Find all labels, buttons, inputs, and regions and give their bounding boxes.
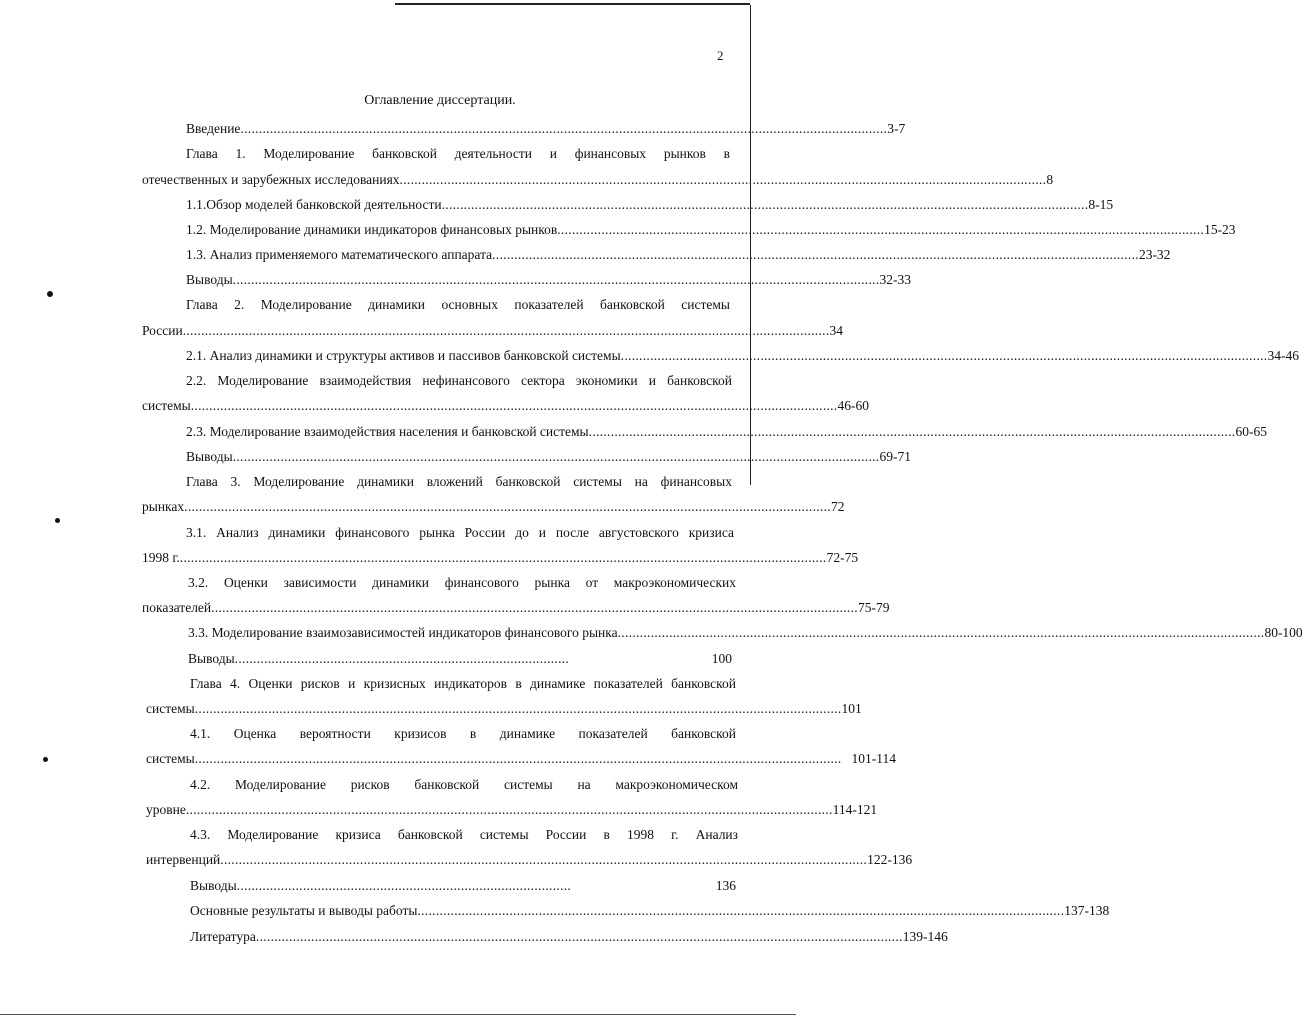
toc-entry: Выводы ................................................................................................................................................................................ 69-71 <box>186 449 911 464</box>
toc-entry: Введение ................................................................................................................................................................................ 3-7 <box>186 121 906 136</box>
toc-entry: Выводы ........................................................................................... 136 <box>190 878 736 893</box>
scan-speck <box>47 291 53 297</box>
toc-entry: 1.2. Моделирование динамики индикаторов финансовых рынков ................................................................................................................................................................................ 15-23 <box>186 222 1236 237</box>
scan-speck <box>43 757 48 762</box>
page-number: 2 <box>717 48 724 63</box>
toc-entry: системы ................................................................................................................................................................................ 46-60 <box>142 398 870 413</box>
toc-entry: 1.1.Обзор моделей банковской деятельности ................................................................................................................................................................................ 8-15 <box>186 197 1114 212</box>
scan-border-bottom <box>0 1014 796 1015</box>
toc-entry-heading: 3.1. Анализ динамики финансового рынка России до и после августовского кризиса <box>186 525 734 540</box>
toc-entry: 1.3. Анализ применяемого математического аппарата ................................................................................................................................................................................ 23-32 <box>186 247 1171 262</box>
toc-entry-heading: 4.3. Моделирование кризиса банковской системы России в 1998 г. Анализ <box>190 827 738 842</box>
toc-entry-heading: Глава 1. Моделирование банковской деятельности и финансовых рынков в <box>186 146 730 161</box>
scan-speck <box>55 518 60 523</box>
toc-entry: России ................................................................................................................................................................................ 34 <box>142 323 844 338</box>
toc-entry-heading: 4.2. Моделирование рисков банковской системы на макроэкономическом <box>190 777 738 792</box>
toc-entry: уровне ................................................................................................................................................................................ 114-121 <box>146 802 878 817</box>
toc-entry-heading: Глава 2. Моделирование динамики основных показателей банковской системы <box>186 297 730 312</box>
toc-entry: показателей ................................................................................................................................................................................ 75-79 <box>142 600 890 615</box>
toc-entry-heading: 4.1. Оценка вероятности кризисов в динамике показателей банковской <box>190 726 736 741</box>
toc-entry: 2.1. Анализ динамики и структуры активов и пассивов банковской системы ................................................................................................................................................................................ 34-46 <box>186 348 1299 363</box>
toc-entry: Выводы ................................................................................................................................................................................ 32-33 <box>186 272 911 287</box>
toc-entry-heading: Глава 4. Оценки рисков и кризисных индикаторов в динамике показателей банковской <box>190 676 736 691</box>
toc-entry: 3.3. Моделирование взаимозависимостей индикаторов финансового рынка ................................................................................................................................................................................ 80-100 <box>188 625 1303 640</box>
scan-border-top <box>395 3 750 5</box>
toc-entry: системы ................................................................................................................................................................................ 101 <box>146 701 862 716</box>
toc-entry: 1998 г. ................................................................................................................................................................................ 72-75 <box>142 550 859 565</box>
toc-entry: отечественных и зарубежных исследованиях ................................................................................................................................................................................ 8 <box>142 172 1054 187</box>
toc-entry: Выводы ........................................................................................... 100 <box>188 651 732 666</box>
toc-entry: 2.3. Моделирование взаимодействия населения и банковской системы ................................................................................................................................................................................ 60-65 <box>186 424 1267 439</box>
toc-entry: Основные результаты и выводы работы ................................................................................................................................................................................ 137-138 <box>190 903 1110 918</box>
toc-entry: рынках ................................................................................................................................................................................ 72 <box>142 499 845 514</box>
toc-entry: системы ................................................................................................................................................................................ 101-114 <box>146 751 897 766</box>
toc-entry-heading: 3.2. Оценки зависимости динамики финансового рынка от макроэкономических <box>188 575 736 590</box>
toc-entry: интервенций ................................................................................................................................................................................ 122-136 <box>146 852 913 867</box>
toc-entry: Литература ................................................................................................................................................................................ 139-146 <box>190 929 948 944</box>
toc-entry-heading: Глава 3. Моделирование динамики вложений банковской системы на финансовых <box>186 474 732 489</box>
toc-entry-heading: 2.2. Моделирование взаимодействия нефинансового сектора экономики и банковской <box>186 373 732 388</box>
page-title: Оглавление диссертации. <box>364 93 516 108</box>
